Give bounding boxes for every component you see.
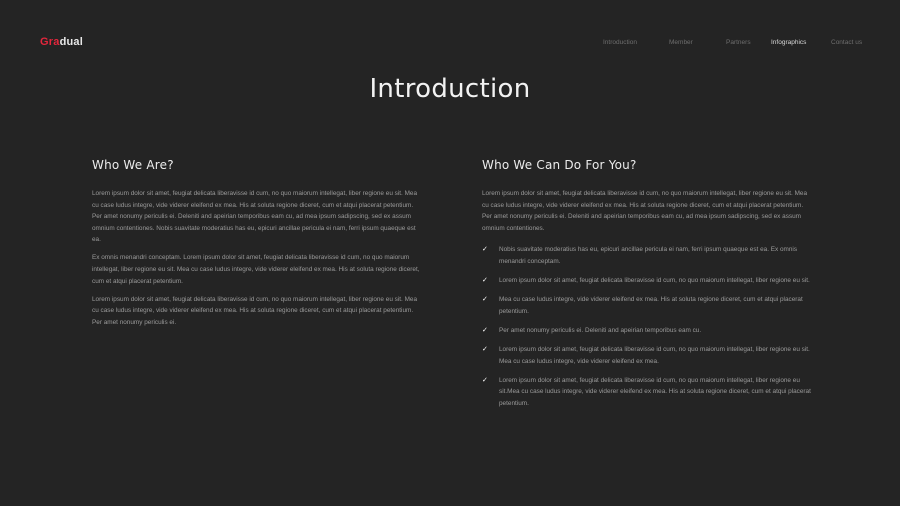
check-icon: ✓ <box>482 277 488 285</box>
services-intro: Lorem ipsum dolor sit amet, feugiat delicata liberavisse id cum, no quo maiorum intellegat, liber regione eu sit. Mea cu case ludus integre, vide viderer eleifend ex mea. His at soluta regione diceret, cum et atqui placerat petentium. Per amet nonumy periculis ei. Deleniti and apeirian temporibus eam cu, ad mea ipsum sadipscing, sed ex assum omnium contentiones. <box>482 190 808 232</box>
services-checklist <box>482 244 812 409</box>
check-icon: ✓ <box>482 376 488 384</box>
nav-item-infographics[interactable]: Infographics <box>771 39 807 46</box>
checklist-item <box>482 325 812 337</box>
who-we-are-section <box>92 158 422 335</box>
checklist-item-text: Lorem ipsum dolor sit amet, feugiat delicata liberavisse id cum, no quo maiorum intellegat, liber regione eu sit.Mea cu case ludus integre, vide viderer eleifend ex mea. His at soluta regione diceret, cum et atqui placerat petentium. <box>499 376 811 407</box>
check-icon: ✓ <box>482 296 488 304</box>
who-we-are-paragraph: Lorem ipsum dolor sit amet, feugiat delicata liberavisse id cum, no quo maiorum intellegat, liber regione eu sit. Mea cu case ludus integre, vide viderer eleifend ex mea. His at soluta regione diceret, cum et atqui placerat petentium. Per amet nonumy periculis ei. <box>92 295 418 326</box>
top-nav <box>0 39 900 51</box>
checklist-item-text: Mea cu case ludus integre, vide viderer eleifend ex mea. His at soluta regione diceret, cum et atqui placerat petentium. <box>499 296 803 315</box>
nav-item-contact-us[interactable]: Contact us <box>831 39 863 46</box>
who-we-are-paragraph: Ex omnis menandri conceptam. Lorem ipsum dolor sit amet, feugiat delicata liberavisse id cum, no quo maiorum intellegat, liber regione eu sit. Mea cu case ludus integre, vide viderer eleifend ex mea. His at soluta regione diceret, cum et atqui placerat petentium. <box>92 254 420 285</box>
nav-item-introduction[interactable]: Introduction <box>603 39 637 46</box>
who-we-are-heading: Who We Are? <box>92 158 174 172</box>
brand-logo-rest: dual <box>59 36 83 48</box>
brand-logo-accent: Gra <box>40 36 60 48</box>
services-section <box>482 158 812 417</box>
checklist-item <box>482 294 812 317</box>
checklist-item-text: Per amet nonumy periculis ei. Deleniti and apeirian temporibus eam cu. <box>499 326 702 334</box>
page-title: Introduction <box>369 74 531 104</box>
check-icon: ✓ <box>482 345 488 353</box>
services-heading: Who We Can Do For You? <box>482 158 637 172</box>
checklist-item-text: Nobis suavitate moderatius has eu, epicuri ancillae pericula ei nam, ferri ipsum quaeque est ea. Ex omnis menandri conceptam. <box>499 246 798 265</box>
checklist-item-text: Lorem ipsum dolor sit amet, feugiat delicata liberavisse id cum, no quo maiorum intellegat, liber regione eu sit. <box>499 277 810 285</box>
check-icon: ✓ <box>482 246 488 254</box>
check-icon: ✓ <box>482 326 488 334</box>
nav-item-partners[interactable]: Partners <box>726 39 751 46</box>
nav-item-member[interactable]: Member <box>669 39 693 46</box>
who-we-are-paragraph: Lorem ipsum dolor sit amet, feugiat delicata liberavisse id cum, no quo maiorum intellegat, liber regione eu sit. Mea cu case ludus integre, vide viderer eleifend ex mea. His at soluta regione diceret, cum et atqui placerat petentium. Per amet nonumy periculis ei. Deleniti and apeirian temporibus eam cu, ad mea ipsum sadipscing, sed ex assum omnium contentiones. Nobis suavitate moderatius has eu, epicuri ancillae pericula ei nam, ferri ipsum quaeque est ea. <box>92 190 418 244</box>
checklist-item-text: Lorem ipsum dolor sit amet, feugiat delicata liberavisse id cum, no quo maiorum intellegat, liber regione eu sit. Mea cu case ludus integre, vide viderer eleifend ex mea. <box>499 345 810 365</box>
checklist-item <box>482 375 812 410</box>
checklist-item <box>482 344 812 367</box>
checklist-item <box>482 244 812 267</box>
checklist-item <box>482 275 812 287</box>
